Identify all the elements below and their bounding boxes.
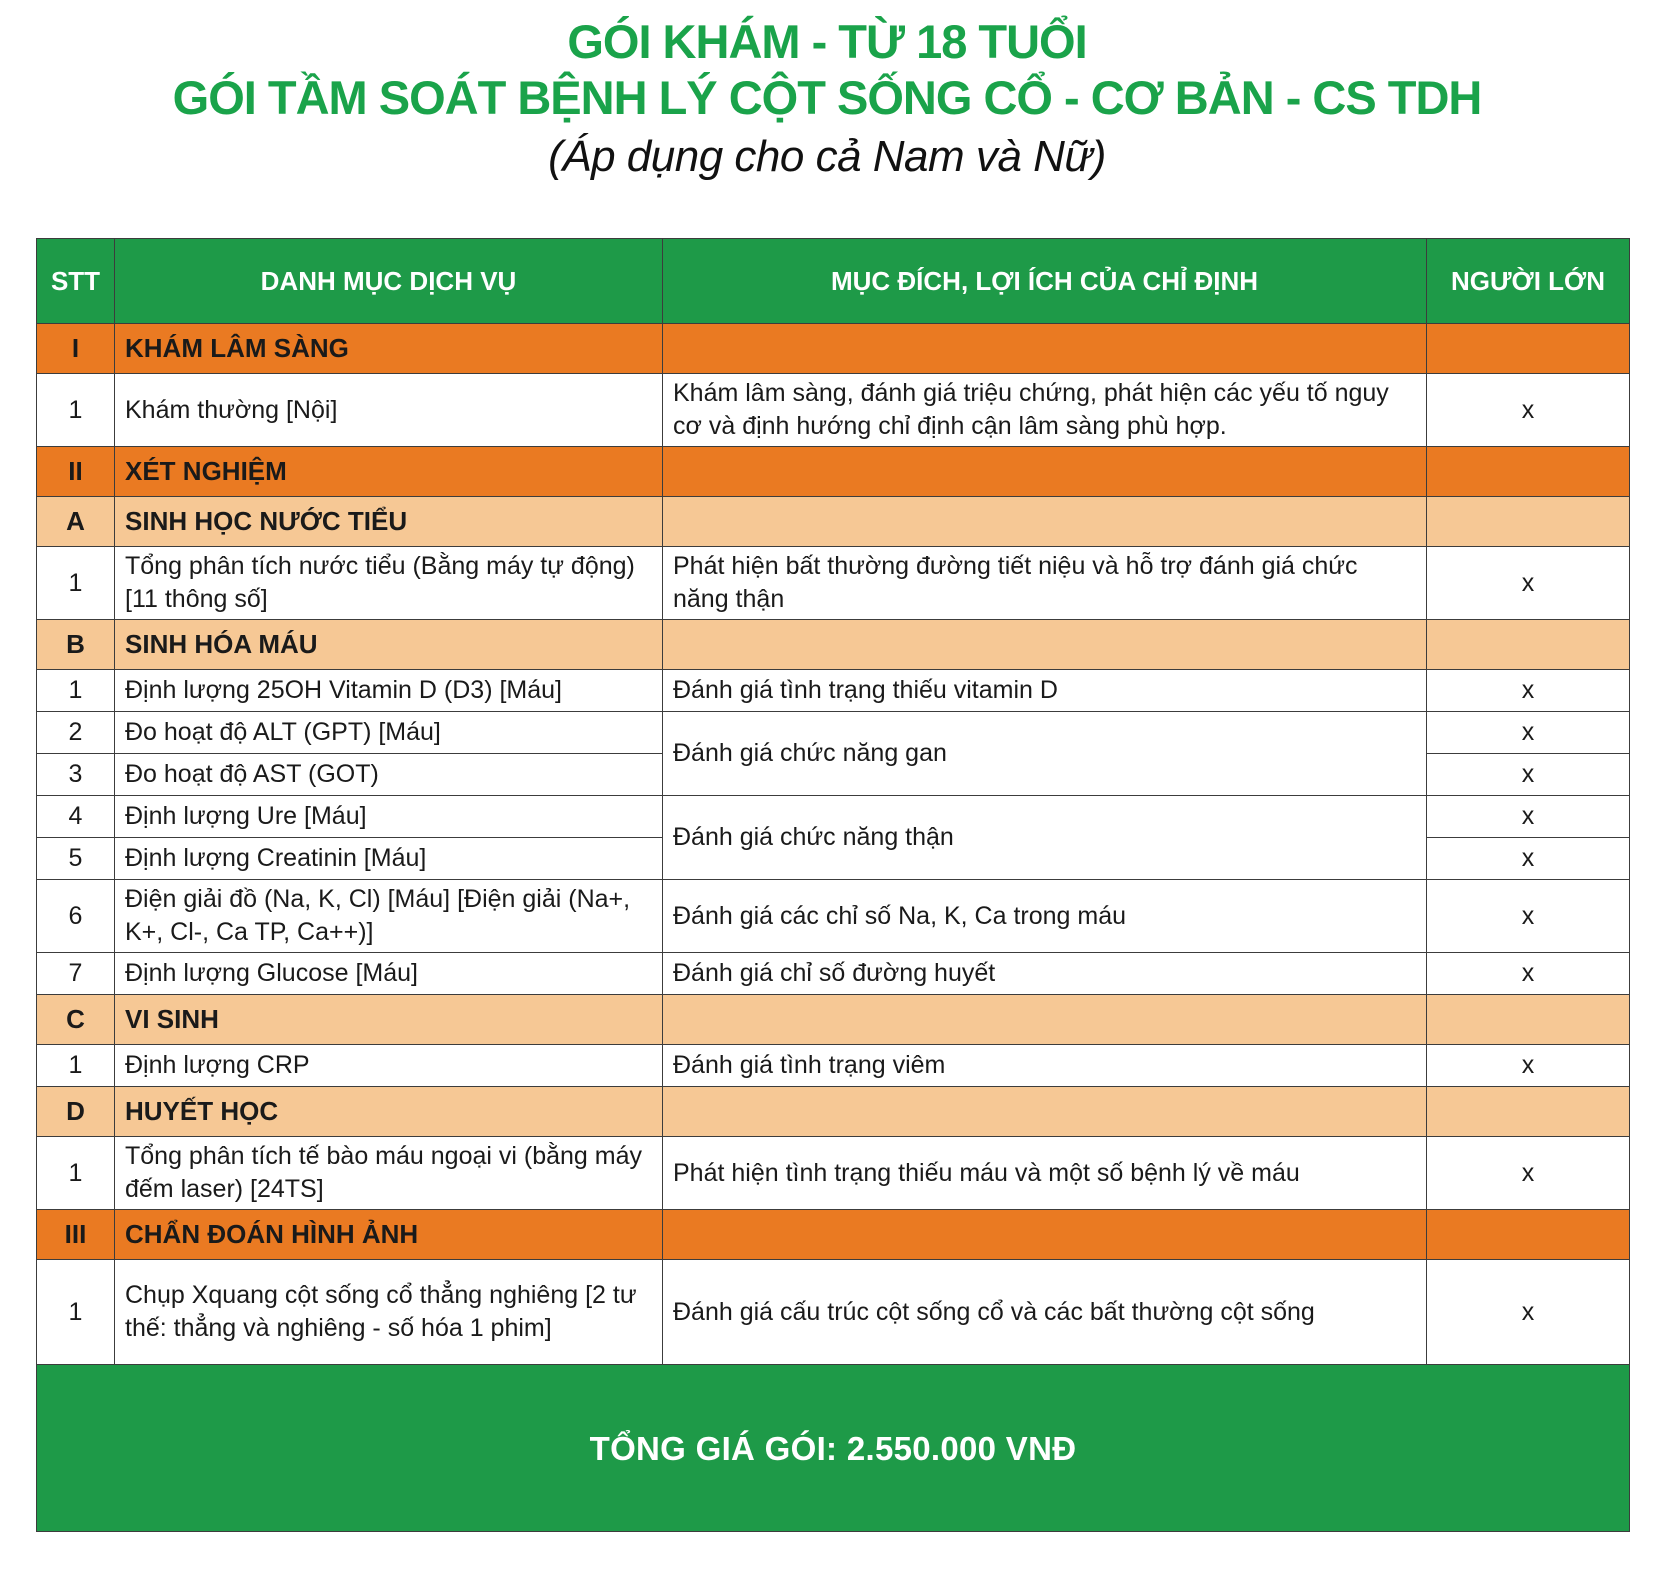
- row-mark: x: [1427, 838, 1630, 880]
- row-mark: x: [1427, 374, 1630, 447]
- title-line-2: GÓI TẦM SOÁT BỆNH LÝ CỘT SỐNG CỔ - CƠ BẢN - CS TDH: [172, 71, 1482, 124]
- row-stt: 4: [37, 796, 115, 838]
- row-mark: x: [1427, 1137, 1630, 1210]
- table-row: [37, 712, 1630, 754]
- subsection-name: SINH HÓA MÁU: [115, 620, 663, 670]
- section-row: [37, 447, 1630, 497]
- row-stt: 1: [37, 547, 115, 620]
- row-purpose: Đánh giá tình trạng thiếu vitamin D: [663, 670, 1427, 712]
- service-table: [36, 238, 1630, 1532]
- table-header: [37, 239, 1630, 324]
- row-service: Khám thường [Nội]: [115, 374, 663, 447]
- table-row: [37, 1260, 1630, 1365]
- row-stt: 1: [37, 1137, 115, 1210]
- row-mark: x: [1427, 796, 1630, 838]
- total-row: [37, 1365, 1630, 1532]
- row-service: Định lượng Creatinin [Máu]: [115, 838, 663, 880]
- row-stt: 5: [37, 838, 115, 880]
- row-stt: 2: [37, 712, 115, 754]
- subsection-stt: A: [37, 497, 115, 547]
- row-service: Chụp Xquang cột sống cổ thẳng nghiêng [2 tư thế: thẳng và nghiêng - số hóa 1 phim]: [115, 1260, 663, 1365]
- subsection-row: [37, 620, 1630, 670]
- table-row: [37, 1137, 1630, 1210]
- row-purpose: Đánh giá chức năng gan: [663, 712, 1427, 796]
- section-name: XÉT NGHIỆM: [115, 447, 663, 497]
- table-row: [37, 953, 1630, 995]
- section-row: [37, 324, 1630, 374]
- row-stt: 1: [37, 374, 115, 447]
- row-purpose: Đánh giá tình trạng viêm: [663, 1045, 1427, 1087]
- row-mark: x: [1427, 1260, 1630, 1365]
- title-line-1: GÓI KHÁM - TỪ 18 TUỔI: [567, 15, 1087, 68]
- title-line-3: (Áp dụng cho cả Nam và Nữ): [548, 132, 1106, 181]
- section-stt: II: [37, 447, 115, 497]
- row-stt: 1: [37, 1045, 115, 1087]
- row-service: Định lượng 25OH Vitamin D (D3) [Máu]: [115, 670, 663, 712]
- row-service: Tổng phân tích nước tiểu (Bằng máy tự động) [11 thông số]: [115, 547, 663, 620]
- row-mark: x: [1427, 1045, 1630, 1087]
- row-stt: 1: [37, 670, 115, 712]
- header-service: DANH MỤC DỊCH VỤ: [115, 239, 663, 324]
- row-mark: x: [1427, 754, 1630, 796]
- row-mark: x: [1427, 953, 1630, 995]
- row-stt: 6: [37, 880, 115, 953]
- row-service: Định lượng CRP: [115, 1045, 663, 1087]
- section-stt: III: [37, 1210, 115, 1260]
- subsection-name: VI SINH: [115, 995, 663, 1045]
- title-block: [0, 14, 1654, 188]
- table-row: [37, 374, 1630, 447]
- section-row: [37, 1210, 1630, 1260]
- row-purpose: Phát hiện bất thường đường tiết niệu và hỗ trợ đánh giá chức năng thận: [663, 547, 1427, 620]
- subsection-row: [37, 995, 1630, 1045]
- row-service: Đo hoạt độ ALT (GPT) [Máu]: [115, 712, 663, 754]
- row-purpose: Đánh giá chức năng thận: [663, 796, 1427, 880]
- row-mark: x: [1427, 712, 1630, 754]
- row-purpose: Phát hiện tình trạng thiếu máu và một số bệnh lý về máu: [663, 1137, 1427, 1210]
- row-purpose: Đánh giá cấu trúc cột sống cổ và các bất thường cột sống: [663, 1260, 1427, 1365]
- table-row: [37, 796, 1630, 838]
- table-row: [37, 1045, 1630, 1087]
- subsection-row: [37, 1087, 1630, 1137]
- row-service: Điện giải đồ (Na, K, Cl) [Máu] [Điện giải (Na+, K+, Cl-, Ca TP, Ca++)]: [115, 880, 663, 953]
- subsection-name: SINH HỌC NƯỚC TIỂU: [115, 497, 663, 547]
- header-stt: STT: [37, 239, 115, 324]
- section-name: CHẨN ĐOÁN HÌNH ẢNH: [115, 1210, 663, 1260]
- table-row: [37, 880, 1630, 953]
- row-purpose: Đánh giá các chỉ số Na, K, Ca trong máu: [663, 880, 1427, 953]
- total-price: TỔNG GIÁ GÓI: 2.550.000 VNĐ: [37, 1365, 1630, 1532]
- header-purpose: MỤC ĐÍCH, LỢI ÍCH CỦA CHỈ ĐỊNH: [663, 239, 1427, 324]
- row-stt: 3: [37, 754, 115, 796]
- row-mark: x: [1427, 547, 1630, 620]
- header-adult: NGƯỜI LỚN: [1427, 239, 1630, 324]
- row-service: Tổng phân tích tế bào máu ngoại vi (bằng máy đếm laser) [24TS]: [115, 1137, 663, 1210]
- row-purpose: Khám lâm sàng, đánh giá triệu chứng, phát hiện các yếu tố nguy cơ và định hướng chỉ định cận lâm sàng phù hợp.: [663, 374, 1427, 447]
- subsection-row: [37, 497, 1630, 547]
- subsection-name: HUYẾT HỌC: [115, 1087, 663, 1137]
- table-row: [37, 670, 1630, 712]
- row-stt: 1: [37, 1260, 115, 1365]
- subsection-stt: B: [37, 620, 115, 670]
- row-service: Định lượng Glucose [Máu]: [115, 953, 663, 995]
- row-service: Đo hoạt độ AST (GOT): [115, 754, 663, 796]
- row-stt: 7: [37, 953, 115, 995]
- table-row: [37, 547, 1630, 620]
- section-stt: I: [37, 324, 115, 374]
- row-mark: x: [1427, 880, 1630, 953]
- row-mark: x: [1427, 670, 1630, 712]
- subsection-stt: D: [37, 1087, 115, 1137]
- row-service: Định lượng Ure [Máu]: [115, 796, 663, 838]
- subsection-stt: C: [37, 995, 115, 1045]
- section-name: KHÁM LÂM SÀNG: [115, 324, 663, 374]
- row-purpose: Đánh giá chỉ số đường huyết: [663, 953, 1427, 995]
